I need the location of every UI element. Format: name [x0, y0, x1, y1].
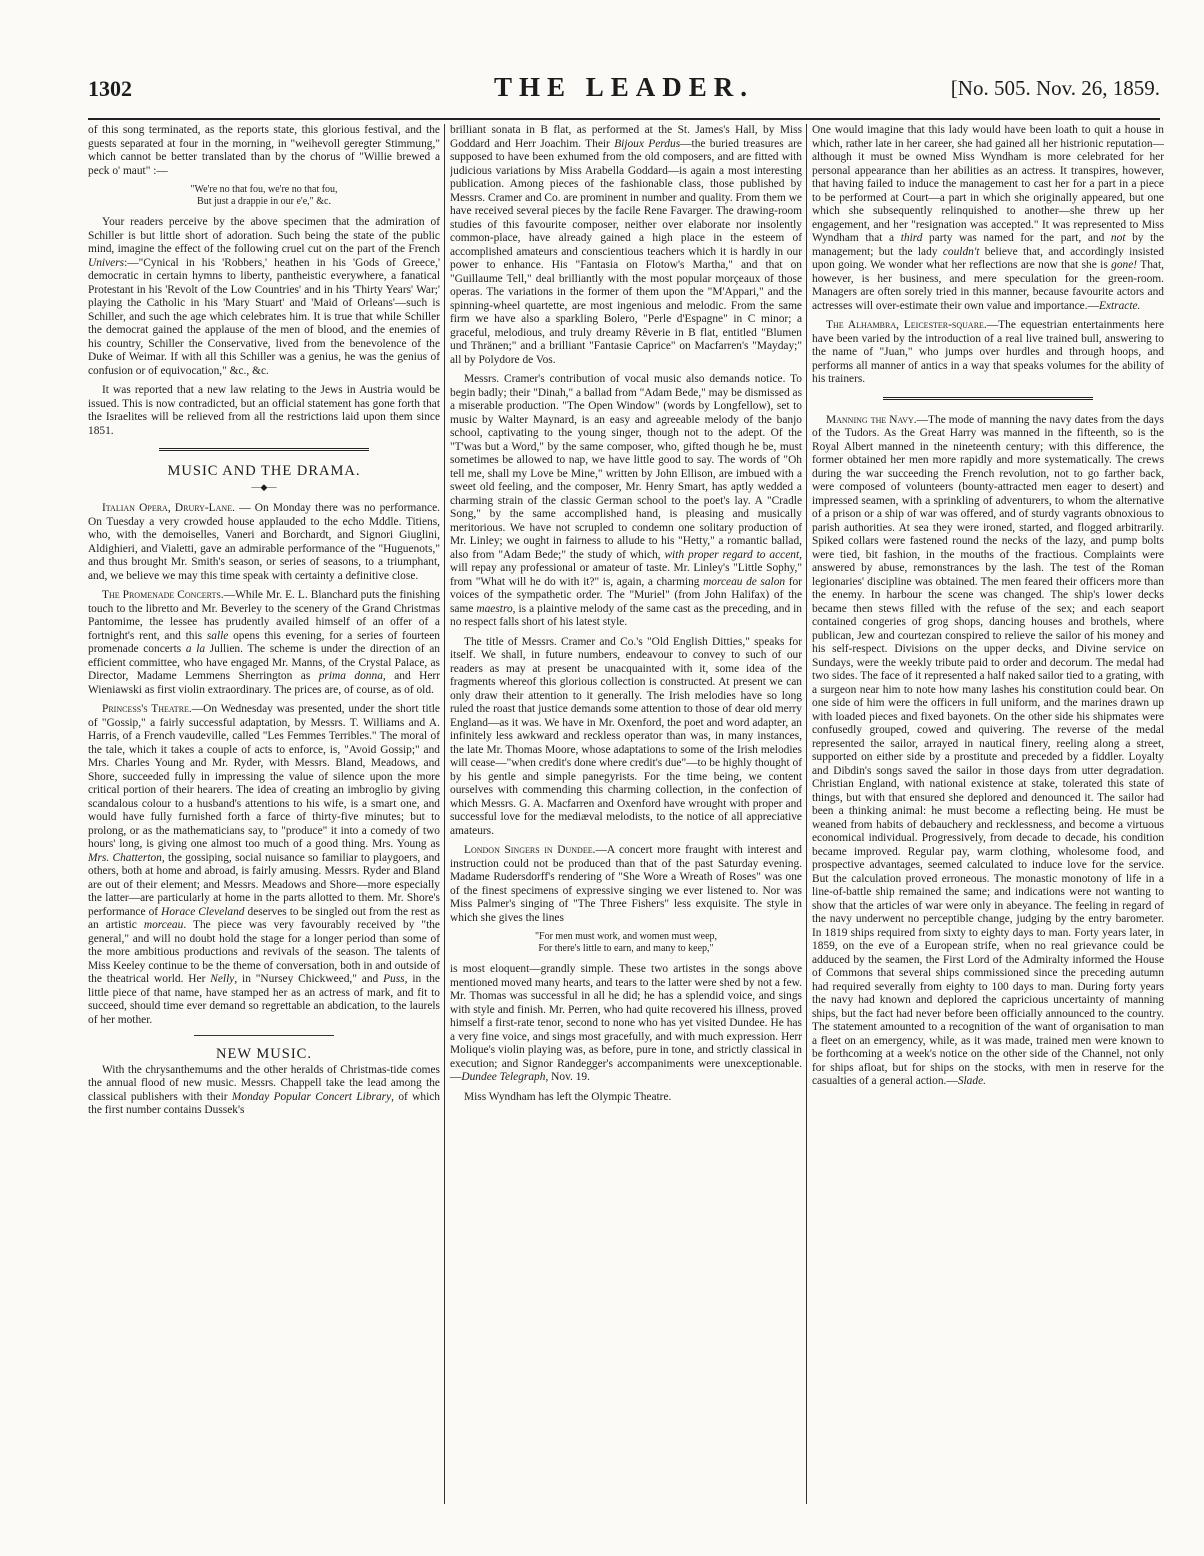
section-rule — [883, 397, 1093, 400]
page-header — [88, 72, 1160, 106]
article-head: Princess's Theatre. — [102, 703, 192, 715]
column-2 — [450, 124, 802, 1504]
section-rule — [194, 1035, 334, 1036]
section-rule — [159, 448, 369, 451]
column-divider — [444, 124, 445, 1504]
issue-date: [No. 505. Nov. 26, 1859. — [950, 76, 1160, 100]
paragraph: It was reported that a new law relating to the Jews in Austria would be issued. This is now contradicted, but an official statement has gone forth that the Israelites will be relieved from all the restrictions laid upon them since 1851. — [88, 384, 440, 437]
column-3 — [812, 124, 1164, 1504]
article-head: The Promenade Concerts. — [102, 589, 224, 601]
paragraph: One would imagine that this lady would have been loath to quit a house in which, rather late in her career, she had gained all her histrionic reputation—although it must be owned Miss Wyndham is more celebrated for her personal appearance than her abilities as an actress. It transpires, however, that having failed to induce the management to cast her for a part in a piece to be performed at Court—a part in which she originally appeared, but one which she subsequently relinquished to another—she threw up her engagement, and her "resignation was accepted." It was represented to Miss Wyndham that a third party was named for the part, and not by the management; but the lady couldn't believe that, and accordingly insisted upon going. We wonder what her reflections are now that she is gone! That, however, is her business, and mere speculation for the green-room. Managers are often sorely tried in this manner, because favourite actors and actresses will over-estimate their own value and importance.—Extracte. — [812, 124, 1164, 312]
article-italian-opera: Italian Opera, Drury-Lane. — On Monday there was no performance. On Tuesday a very crowded house applauded to the echo Mddle. Titiens, who, with the demoiselles, Vaneri and Borchardt, and Signori Giuglini, Aldighieri, and Vialetti, gave an admirable performance of the "Huguenots," and thus brought Mr. Smith's season, or series of seasons, to a triumphant, and, we believe we may this time speak with certainty a definitive close. — [88, 502, 440, 582]
article-head: The Alhambra, Leicester-square. — [826, 319, 987, 331]
article-head: London Singers in Dundee. — [464, 844, 596, 856]
article-head: Italian Opera, Drury-Lane. — [102, 502, 235, 514]
article-promenade-concerts: The Promenade Concerts.—While Mr. E. L. Blanchard puts the finishing touch to the libretto and Mr. Beverley to the scenery of the Grand Christmas Pantomime, the lessee has prudently availed himself of an offer of a fortnight's rent, and this salle opens this evening, for a series of fourteen promenade concerts a la Jullien. The scheme is under the direction of an efficient committee, who have engaged Mr. Manns, of the Crystal Palace, as Director, Madame Lemmens Sherrington as prima donna, and Herr Wieniawski as first violin extraordinary. The prices are, of course, as of old. — [88, 589, 440, 696]
article-princess-theatre: Princess's Theatre.—On Wednesday was presented, under the short title of "Gossip," a fairly successful adaptation, by Messrs. T. Williams and A. Harris, of a French vaudeville, called "Les Femmes Terribles." The moral of the tale, which it takes a couple of acts to enforce, is, "Avoid Gossip;" and Mrs. Charles Young and Mr. Ryder, with Messrs. Bland, Meadows, and Shore, succeeded fully in impressing the value of silence upon the more critical portion of their hearers. The idea of creating an imbroglio by giving scandalous colour to a husband's attentions to his wife, is a smart one, and would have fully furnished forth a farce of thirty-five minutes; but to prolong, or as the mathematicians say, to "produce" it into a comedy of two hours' long, is giving one almost too much of a good thing. Mrs. Young as Mrs. Chatterton, the gossiping, social nuisance so familiar to playgoers, and others, both at home and abroad, is fairly amusing. Messrs. Ryder and Bland are out of their element; and Messrs. Meadows and Shore—more especially the latter—are particularly at home in the parts allotted to them. Mr. Shore's performance of Horace Cleveland deserves to be singled out from the rest as an artistic morceau. The piece was very favourably received by "the general," and will no doubt hold the stage for a longer period than some of the more ambitious productions and revivals of the season. The talents of Miss Keeley continue to be the theme of conversation, both in and outside of the theatrical world. Her Nelly, in "Nursey Chickweed," and Puss, in the little piece of that name, have stamped her as an actress of mark, and fit to succeed, should time ever demand so regrettable an abdication, to the laurels of her mother. — [88, 703, 440, 1026]
section-title: MUSIC AND THE DRAMA. — [167, 463, 361, 479]
paragraph: brilliant sonata in B flat, as performed at the St. James's Hall, by Miss Goddard and Herr Joachim. Their Bijoux Perdus—the buried treasures are supposed to have been exhumed from the old composers, and are fitted with judicious variations by Miss Arabella Goddard—is again a most interesting publication. Among pieces of the fashionable class, those published by Messrs. Cramer and Co. are prominent in number and quality. From them we have received several pieces by the facile Rene Favarger. The drawing-room studies of this favourite composer, neither over elaborate nor insolently common-place, have already gained a high place in the esteem of accomplished amateurs and conscientious teachers which it is hardly in our power to enhance. His "Fantasia on Flotow's Martha," and that on "Guillaume Tell," deal brilliantly with the most popular morçeaux of those operas. The variations in the former of them upon the "M'Appari," and the spinning-wheel quartette, are most ingenious and melodic. From the same firm we have also a sparkling Bolero, "Perle d'Espagne" in C minor; a graceful, melodious, and truly dreamy Rêverie in B flat, entitled "Blumen und Thränen;" and a brilliant "Fantasie Caprice" on Macfarren's "Mayday;" all by Polydore de Vos. — [450, 124, 802, 366]
column-divider — [806, 124, 807, 1504]
article-head: Manning the Navy. — [826, 413, 917, 426]
paragraph: of this song terminated, as the reports state, this glorious festival, and the guests separated at four in the morning, in "weihevoll geregter Stimmung," which cannot be better translated than by the chorus of "Willie brewed a peck o' maut" :— — [88, 124, 440, 177]
masthead-title: THE LEADER. — [493, 72, 755, 102]
verse-quote: "For men must work, and women must weep, For there's little to earn, and many to keep," — [534, 931, 718, 954]
section-title: NEW MUSIC. — [216, 1046, 312, 1062]
ornament: —◆— — [251, 481, 277, 492]
paragraph: The title of Messrs. Cramer and Co.'s "Old English Ditties," speaks for itself. We shall, in future numbers, endeavour to convey to such of our readers as may at present be unacquainted with it, some idea of the fragments whereof this glorious collection is constructed. At present we can only draw their attention to it generally. The Irish melodies have so long ruled the roast that justice demands some attention to those of dear old merry England—as it was. We have in Mr. Oxenford, the poet and word adapter, an infinitely less awkward and reckless operator than was, in many instances, the late Mr. Thomas Moore, whose adaptations to some of the Irish melodies will cease—"when credit's done where credit's due"—to be highly thought of by his gentle and simple panegyrists. For the time being, we content ourselves with commending this charming collection, in the confection of which Messrs. G. A. Macfarren and Oxenford have wrought with proper and successful love for the mediæval melodists, to the notice of all appreciative amateurs. — [450, 635, 802, 837]
article-manning-navy: Manning the Navy.—The mode of manning the navy dates from the days of the Tudors. As the Great Harry was manned in the fifteenth, so is the Royal Albert manned in the nineteenth century; with this difference, the former obtained her men more rapidly and more systematically. The crews during the war succeeding the French revolution, not to go farther back, were composed of volunteers (bounty-attracted men eager to desert) and impressed seamen, with a sprinkling of adventurers, to whom the alternative of a prison or a ship of war was offered, and of sturdy vagrants obnoxious to parish authorities. At sea they were ironed, started, and flogged arbitrarily. Spiked collars were fastened round the necks of the lazy, and pump bolts were tied, bit fashion, in the mouths of the fractious. Complaints were answered by abuse, remonstrances by the lash. The test of the Roman legionaries' discipline was obtained. The men feared their officers more than the enemy. In harbour the scene was changed. The ship's lower decks became then stews filled with the refuse of the sex; and each seaport contained congeries of grog shops, dancing houses and brothels, where publican, Jew and courtezan conspired to relieve the sailor of his money and his self-respect. Divisions on the upper decks, and Divine service on Sundays, were the weekly tribute paid to order and decorum. The medal had two sides. The face of it represented a half naked sailor tied to a grating, with a surgeon near him to note how many lashes his constitution could bear. On one side of him were the officers in full uniform, and the marines drawn up with loaded pieces and fixed bayonets. On the other side his shipmates were confusedly grouped, cowed and quivering. The reverse of the medal represented the sailor, arrayed in nautical finery, reeling along a street, supported on either side by a prostitute and preceded by a fiddler. Loyalty and Dibdin's songs saved the sailor in those days from utter degradation. Christian England, with national existence at stake, tolerated this state of things, but with that ensured she deplored and denounced it. The sailor had been a thinking animal: he must become a reflecting being. He must be weaned from habits of debauchery and recklessness, and become a virtuous economical individual. Progressively, from decade to decade, his condition became improved. Regular pay, warm clothing, wholesome food, and prospective advantages, seemed calculated to induce love for the service. But the calculation proved erroneous. The monastic monotony of life in a line-of-battle ship remained the same; and indications were not wanting to show that the articles of war were only in abeyance. The feeling in regard of the navy underwent no perceptible change, judging by the entry barometer. In 1819 ships required from sixty to eighty days to man. Forty years later, in 1859, on the eve of a European strife, when no real grievance could be adduced by the seamen, the First Lord of the Admiralty informed the House of Commons that several ships commissioned since the preceding autumn had required severally from eighty to 100 days to man. During forty years the navy had known and deplored the capricious uncertainty of manning ships, but the fact had never before been officially announced to the country. The statement amounted to a recognition of the want of organisation to man a fleet on an emergency, while, as it was made, trained men were known to be forthcoming at a week's notice on the other side of the Channel, not only for ships afloat, but for ships on the stocks, with men in reserve for the casualties of a general action.—Slade. — [812, 413, 1164, 1087]
paragraph: is most eloquent—grandly simple. These two artistes in the songs above mentioned moved many hearts, and tears to the latter were shed by not a few. Mr. Thomas was successful in all he did; he has a splendid voice, and sings with style and finish. Mr. Perren, who had quite recovered his illness, proved himself a first-rate tenor, second to none who has yet visited Dundee. He has a very fine voice, and sings most gracefully, and with much expression. Herr Molique's violin playing was, as before, pure in tone, and strictly classical in execution; and Signor Randegger's accompaniments were unexceptionable.—Dundee Telegraph, Nov. 19. — [450, 963, 802, 1083]
page-number: 1302 — [88, 76, 132, 101]
paragraph: Your readers perceive by the above specimen that the admiration of Schiller is but little short of adoration. Such being the state of the public mind, imagine the effect of the following cruel cut on the part of the French Univers:—"Cynical in his 'Robbers,' heathen in his 'Gods of Greece,' democratic in certain hymns to liberty, pantheistic everywhere, a fanatical Protestant in his 'Revolt of the Low Countries' and in his 'Thirty Years' War;' playing the Catholic in his 'Mary Stuart' and 'Maid of Orleans'—such is Schiller, and such the age which celebrates him. It is true that while Schiller the democrat gained the applause of the men of blood, and the enemies of his country, Schiller the Conservative, lived from the benevolence of the Duke of Weimar. If with all this Schiller was a genius, he was the genius of confusion or of equivocation," &c., &c. — [88, 216, 440, 377]
paragraph: Miss Wyndham has left the Olympic Theatre. — [464, 1090, 672, 1103]
verse-quote: "We're no that fou, we're no that fou, But just a drappie in our e'e," &c. — [190, 184, 338, 207]
article-alhambra: The Alhambra, Leicester-square.—The equestrian entertainments here have been varied by the introduction of a real live trained bull, answering to the name of "Juan," who jumps over hurdles and through hoops, and performs all manner of antics in a way that speaks volumes for the ability of his trainers. — [812, 319, 1164, 385]
article-london-singers: London Singers in Dundee.—A concert more fraught with interest and instruction could not be produced than that of the past Saturday evening. Madame Rudersdorff's rendering of "She Wore a Wreath of Roses" was one of the finest specimens of expressive singing we ever listened to. Nor was Miss Palmer's singing of "The Three Fishers" less exquisite. The style in which she gives the lines — [450, 844, 802, 924]
paragraph: Messrs. Cramer's contribution of vocal music also demands notice. To begin badly; their "Dinah," a ballad from "Adam Bede," may be dismissed as a miserable production. "The Open Window" (words by Longfellow), set to music by Walter Maynard, is an easy and agreeable melody of the banjo school, captivating to the young singer, though not to the adept. Of the "T'was but a Word," by the same composer, who, gifted though he be, must sometimes be allowed to nap, we have little good to say. The words of "Oh tell me, shall my Love be Mine," written by John Ellison, are imbued with a sweet old feeling, and the composer, Mr. Henry Smart, has aptly wedded a charming strain of the classic German school to the poet's lay. A "Cradle Song," by the same accomplished hand, is pleasing and musically meritorious. We have not scrupled to condemn one solitary production of Mr. Linley; we ought in fairness to allude to his "Hetty," a romantic ballad, also from "Adam Bede;" the study of which, with proper regard to accent, will repay any professional or amateur of taste. Mr. Linley's "Little Sophy," from "What will he do with it?" is, again, a charming morceau de salon for voices of the sympathetic order. The "Muriel" (from John Halifax) of the same maestro, is a plaintive melody of the same cast as the preceding, and in no respect falls short of his latest style. — [450, 373, 802, 628]
article-new-music: With the chrysanthemums and the other heralds of Christmas-tide comes the annual flood of new music. Messrs. Chappell take the lead among the classical publishers with their Monday Popular Concert Library, of which the first number contains Dussek's — [88, 1063, 440, 1116]
column-1 — [88, 124, 440, 1504]
header-rule — [88, 118, 1160, 120]
